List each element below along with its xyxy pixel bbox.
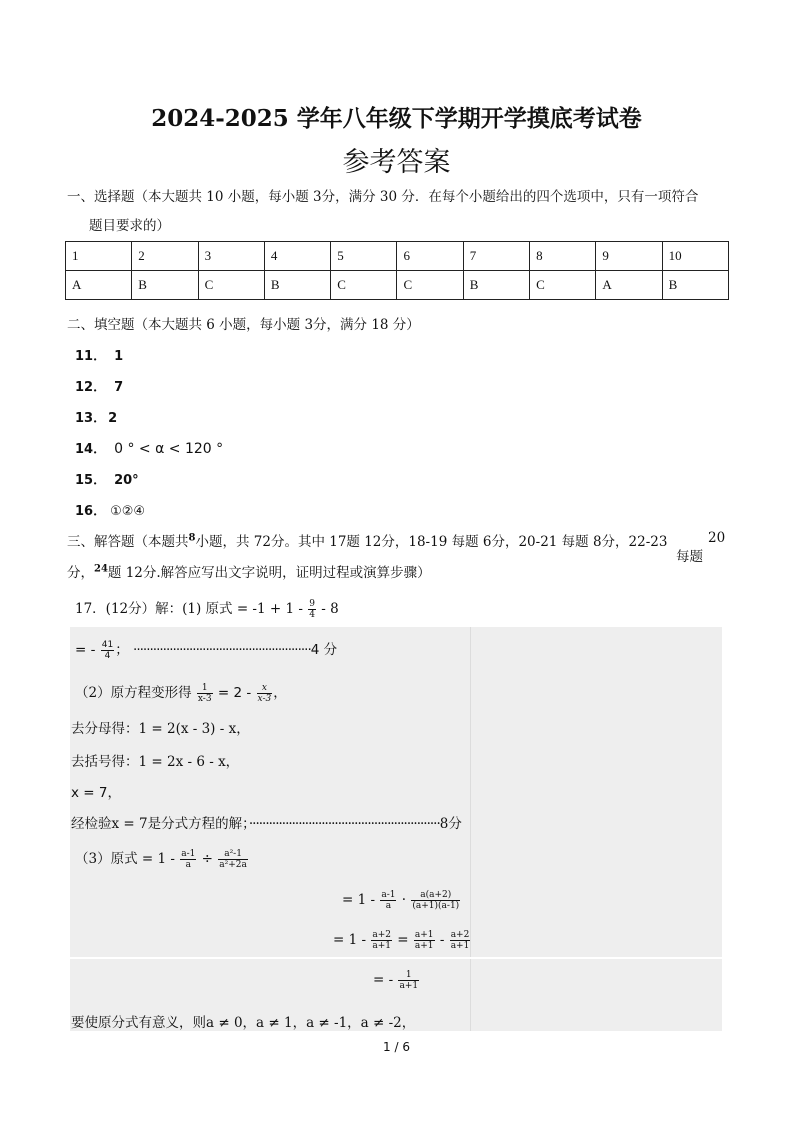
step-prefix: = 1 -	[342, 892, 376, 908]
p2-intro: （2）原方程变形得	[75, 685, 192, 701]
numerator: a²-1	[218, 849, 248, 860]
p2-end: ，	[273, 685, 287, 701]
fraction	[398, 970, 419, 991]
fill-item-answer: 2	[108, 411, 118, 426]
section3-heading-d: 20	[708, 530, 726, 546]
table-cell: 8	[530, 242, 596, 271]
q17-part3-line1	[75, 847, 249, 870]
section3-heading-line2	[67, 561, 431, 581]
q17-part1-line	[75, 597, 339, 620]
denominator: a+1	[399, 981, 419, 991]
numerator: 9	[309, 599, 315, 609]
denominator: a	[185, 860, 191, 870]
q17-label: 17．(12分）解：(1) 原式 = -1 + 1 -	[75, 601, 303, 617]
q17-part2-line3: 去括号得：1 = 2x - 6 - x，	[71, 754, 240, 770]
section3-heading-c: 每题	[676, 549, 703, 565]
table-cell: 3	[198, 242, 264, 271]
q17-part2-line1	[75, 681, 287, 704]
p2-mid: = 2 -	[217, 685, 252, 701]
q17-part1-result	[75, 638, 337, 661]
fill-item-answer: ①②④	[110, 504, 146, 519]
fraction	[197, 683, 213, 704]
minus-sign: -	[439, 932, 445, 948]
fill-item-number: 15．	[75, 473, 107, 488]
table-cell: 6	[397, 242, 463, 271]
table-cell: C	[397, 271, 463, 300]
denominator: (a+1)(a-1)	[412, 901, 460, 911]
score-label: 8分	[439, 816, 462, 832]
step-prefix: = 1 -	[333, 932, 367, 948]
table-cell: 5	[331, 242, 397, 271]
fraction	[411, 890, 460, 911]
fill-item-13	[75, 407, 117, 426]
denominator: a²+2a	[219, 860, 247, 870]
section3-question-count: 8	[188, 532, 196, 544]
table-cell: 7	[463, 242, 529, 271]
fraction	[450, 930, 471, 951]
answer-key-title: 参考答案	[342, 147, 451, 178]
fill-item-12	[75, 376, 123, 395]
p2-conclusion: 经检验x = 7是分式方程的解；	[71, 816, 249, 832]
fraction	[308, 599, 316, 620]
q17-part3-step2	[342, 890, 461, 911]
table-cell: C	[331, 271, 397, 300]
q17-part2-line4: x = 7，	[71, 785, 121, 801]
q17-p1-tail: - 8	[321, 601, 339, 617]
table-cell: B	[662, 271, 728, 300]
fill-item-answer: 0 ° < α < 120 °	[114, 441, 224, 457]
numerator: x	[257, 683, 273, 694]
equals-sign: =	[397, 932, 409, 948]
section3-q24: 24	[94, 563, 108, 575]
fill-item-14	[75, 438, 223, 457]
fraction	[380, 890, 396, 911]
section3-heading	[67, 530, 667, 550]
page-number: 1 / 6	[383, 1040, 410, 1054]
q17-part3-step3	[333, 930, 471, 951]
answer-table-numbers-row	[66, 242, 729, 271]
numerator: 1	[398, 970, 419, 981]
numerator: a+1	[414, 930, 434, 940]
numerator: a-1	[381, 890, 396, 900]
fill-item-11	[75, 345, 123, 364]
fill-item-number: 11．	[75, 349, 107, 364]
q17-part2-line2: 去分母得：1 = 2(x - 3) - x，	[71, 721, 250, 737]
result-prefix: = -	[75, 642, 96, 658]
score-dots: ······················································	[133, 642, 311, 658]
numerator: a+2	[450, 930, 470, 940]
step-prefix: = -	[373, 972, 394, 988]
fraction	[414, 930, 435, 951]
numerator: a(a+2)	[411, 890, 460, 901]
table-cell: B	[463, 271, 529, 300]
table-cell: B	[132, 271, 198, 300]
section3-line2-a: 分，	[67, 565, 94, 581]
section1-heading-cont: 题目要求的）	[89, 218, 170, 234]
score-label: 4 分	[310, 642, 338, 658]
section3-heading-b: 小题，共 72分。其中 17题 12分，18-19 每题 6分，20-21 每题 8分，22-23	[195, 534, 668, 550]
denominator: 4	[104, 650, 111, 661]
denominator: a	[385, 901, 392, 911]
fill-item-15	[75, 469, 139, 488]
score-dots: ··························································	[248, 816, 440, 832]
answer-table-answers-row	[66, 271, 729, 300]
table-cell: 10	[662, 242, 728, 271]
section2-heading: 二、填空题（本大题共 6 小题，每小题 3分，满分 18 分）	[67, 317, 420, 333]
fill-item-number: 16．	[75, 504, 107, 519]
divide-sign: ÷	[201, 851, 213, 867]
fill-item-number: 13．	[75, 411, 107, 426]
fill-item-number: 12．	[75, 380, 107, 395]
fill-item-answer: 20°	[114, 473, 139, 488]
denominator: 4	[309, 610, 315, 620]
denominator: a+1	[372, 941, 391, 951]
numerator: a-1	[181, 849, 196, 859]
fraction	[180, 849, 196, 870]
numerator: a+2	[372, 930, 391, 940]
fill-item-answer: 1	[114, 349, 124, 364]
fill-item-answer: 7	[114, 380, 124, 395]
section3-heading-a: 三、解答题（本题共	[67, 534, 189, 550]
fraction	[257, 683, 273, 704]
table-cell: A	[66, 271, 132, 300]
denominator: a+1	[414, 941, 434, 951]
p3-intro: （3）原式 = 1 -	[75, 851, 175, 867]
denominator: a+1	[450, 941, 470, 951]
table-cell: 2	[132, 242, 198, 271]
table-cell: 4	[264, 242, 330, 271]
table-cell: C	[530, 271, 596, 300]
fraction	[218, 849, 248, 870]
q17-part2-line5	[71, 812, 462, 832]
section1-heading: 一、选择题（本大题共 10 小题，每小题 3分，满分 30 分．在每个小题给出的四个选项中，只有一项符合	[67, 189, 699, 205]
fraction	[371, 930, 392, 951]
denominator: x-3	[197, 694, 212, 704]
table-cell: B	[264, 271, 330, 300]
numerator: 1	[197, 683, 213, 694]
fraction	[101, 640, 114, 661]
table-cell: A	[596, 271, 662, 300]
numerator: 41	[101, 639, 114, 650]
table-cell: 9	[596, 242, 662, 271]
section3-line2-b: 题 12分.解答应写出文字说明，证明过程或演算步骤）	[107, 565, 431, 581]
q17-part3-step4	[373, 970, 420, 991]
q17-part3-condition: 要使原分式有意义，则a ≠ 0，a ≠ 1，a ≠ -1，a ≠ -2，	[71, 1015, 416, 1031]
multiply-dot: ·	[401, 892, 407, 908]
table-cell: C	[198, 271, 264, 300]
answer-table	[65, 241, 729, 300]
fill-item-16	[75, 500, 145, 519]
denominator: x-3	[257, 694, 272, 704]
fill-item-number: 14．	[75, 442, 107, 457]
result-tail: ；	[115, 642, 129, 658]
exam-title: 2024-2025 学年八年级下学期开学摸底考试卷	[151, 105, 642, 132]
table-cell: 1	[66, 242, 132, 271]
